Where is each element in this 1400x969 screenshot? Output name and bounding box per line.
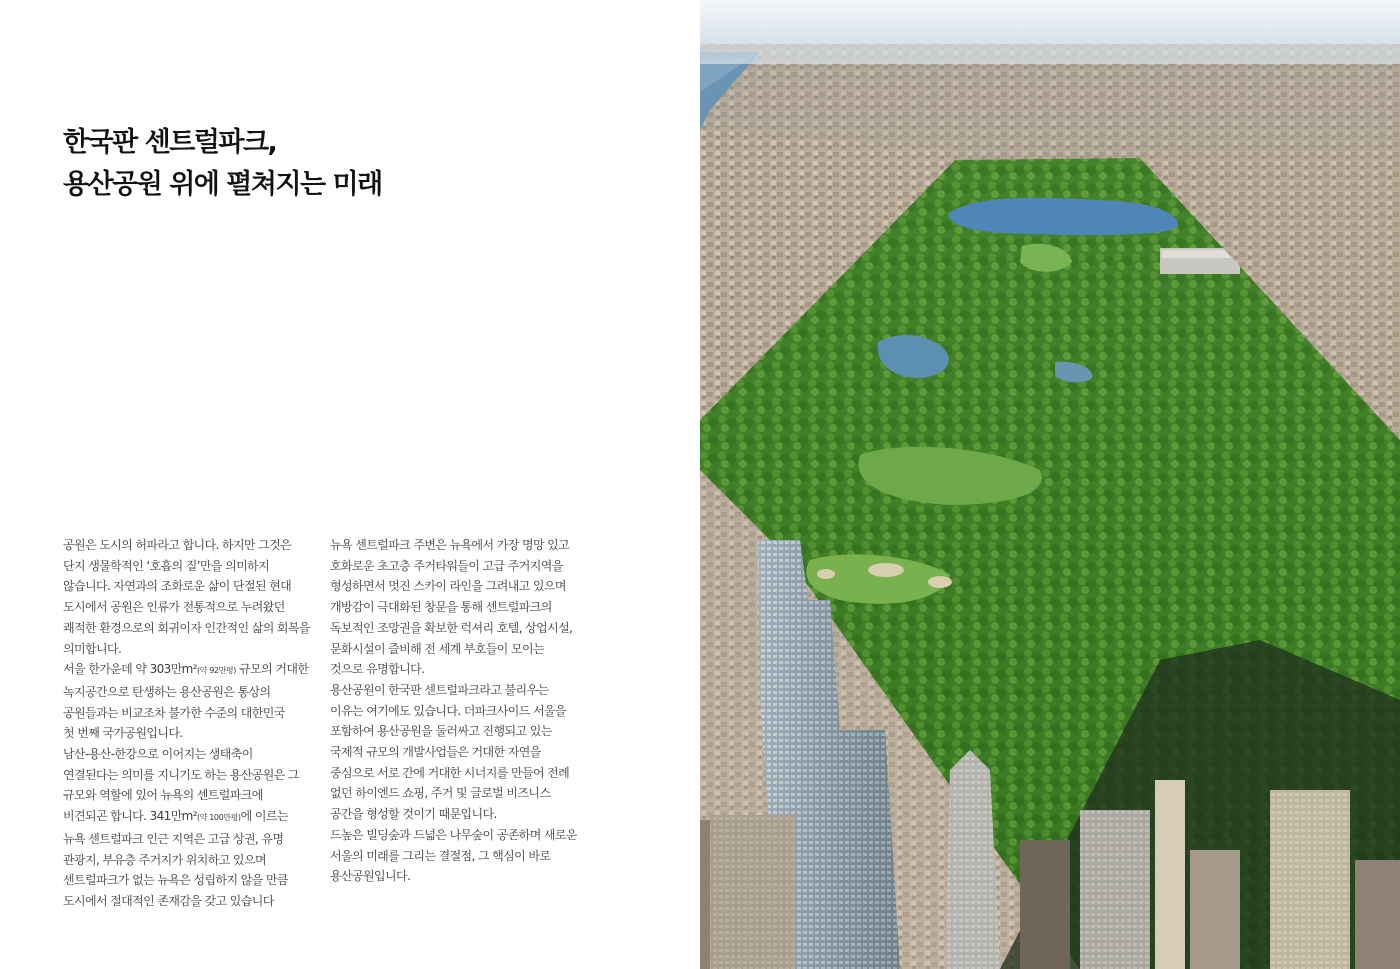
text-line: 의미합니다. <box>63 641 122 656</box>
text-line: 쾌적한 환경으로의 회귀이자 인간적인 삶의 회복을 <box>63 620 310 635</box>
text-run: 규모의 거대한 <box>235 662 309 677</box>
text-run: 비견되곤 합니다. 341만m² <box>63 809 197 824</box>
text-line: 도시에서 공원은 인류가 전통적으로 누려왔던 <box>63 600 285 615</box>
text-line: 도시에서 절대적인 존재감을 갖고 있습니다 <box>63 893 274 908</box>
page-title <box>63 122 382 206</box>
text-line: 드높은 빌딩숲과 드넓은 나무숲이 공존하며 새로운 <box>330 827 577 842</box>
text-line: 규모와 역할에 있어 뉴욕의 센트럴파크에 <box>63 788 263 803</box>
text-line: 용산공원이 한국판 센트럴파크라고 불리우는 <box>330 682 549 697</box>
text-line: 공원들과는 비교조차 불가한 수준의 대한민국 <box>63 705 285 720</box>
area-note: (약 92만평) <box>197 666 236 676</box>
title-line-2: 용산공원 위에 펼쳐지는 미래 <box>63 169 382 200</box>
text-line: 중심으로 서로 간에 거대한 시너지를 만들어 전례 <box>330 765 570 780</box>
title-line-1: 한국판 센트럴파크, <box>63 127 277 158</box>
area-note: (약 100만평) <box>197 813 241 823</box>
text-line: 남산-용산-한강으로 이어지는 생태축이 <box>63 747 253 762</box>
central-park-aerial-photo <box>700 0 1400 969</box>
text-line <box>63 806 323 829</box>
text-line: 뉴욕 센트럴파크 인근 지역은 고급 상권, 유명 <box>63 831 284 846</box>
text-line: 첫 번째 국가공원입니다. <box>63 726 183 741</box>
text-line: 녹지공간으로 탄생하는 용산공원은 통상의 <box>63 684 271 699</box>
text-run: 서울 한가운데 약 303만m² <box>63 662 197 677</box>
text-line: 이유는 여기에도 있습니다. 더파크사이드 서울을 <box>330 703 566 718</box>
text-line: 없던 하이엔드 쇼핑, 주거 및 글로벌 비즈니스 <box>330 786 551 801</box>
text-line: 뉴욕 센트럴파크 주변은 뉴욕에서 가장 명망 있고 <box>330 538 570 552</box>
text-line: 서울의 미래를 그리는 결절점, 그 핵심이 바로 <box>330 848 551 863</box>
text-line: 호화로운 초고층 주거타워들이 고급 주거지역을 <box>330 558 563 573</box>
text-line: 센트럴파크가 없는 뉴욕은 성립하지 않을 만큼 <box>63 873 288 888</box>
text-line: 국제적 규모의 개발사업들은 거대한 자연을 <box>330 745 541 760</box>
text-line: 포함하여 용산공원을 둘러싸고 진행되고 있는 <box>330 724 552 739</box>
text-line <box>63 659 323 682</box>
text-line: 용산공원입니다. <box>330 869 411 884</box>
aerial-illustration <box>700 0 1400 969</box>
text-line: 공간을 형성할 것이기 때문입니다. <box>330 807 497 822</box>
text-line: 공원은 도시의 허파라고 합니다. 하지만 그것은 <box>63 538 292 552</box>
text-line: 것으로 유명합니다. <box>330 662 425 677</box>
text-line: 관광지, 부유층 주거지가 위치하고 있으며 <box>63 852 266 867</box>
text-line: 연결된다는 의미를 지니기도 하는 용산공원은 그 <box>63 767 299 782</box>
text-line: 단지 생물학적인 ‘호흡의 질’만을 의미하지 <box>63 558 270 573</box>
body-column-2 <box>330 535 595 887</box>
body-column-1 <box>63 535 323 912</box>
text-line: 개방감이 극대화된 창문을 통해 센트럴파크의 <box>330 600 552 615</box>
text-line: 않습니다. 자연과의 조화로운 삶이 단절된 현대 <box>63 579 292 594</box>
text-line: 독보적인 조망권을 확보한 럭셔리 호텔, 상업시설, <box>330 620 573 635</box>
text-line: 형성하면서 멋진 스카이 라인을 그려내고 있으며 <box>330 579 566 594</box>
text-line: 문화시설이 즐비해 전 세계 부호들이 모이는 <box>330 641 544 656</box>
text-run: 에 이르는 <box>240 809 288 824</box>
